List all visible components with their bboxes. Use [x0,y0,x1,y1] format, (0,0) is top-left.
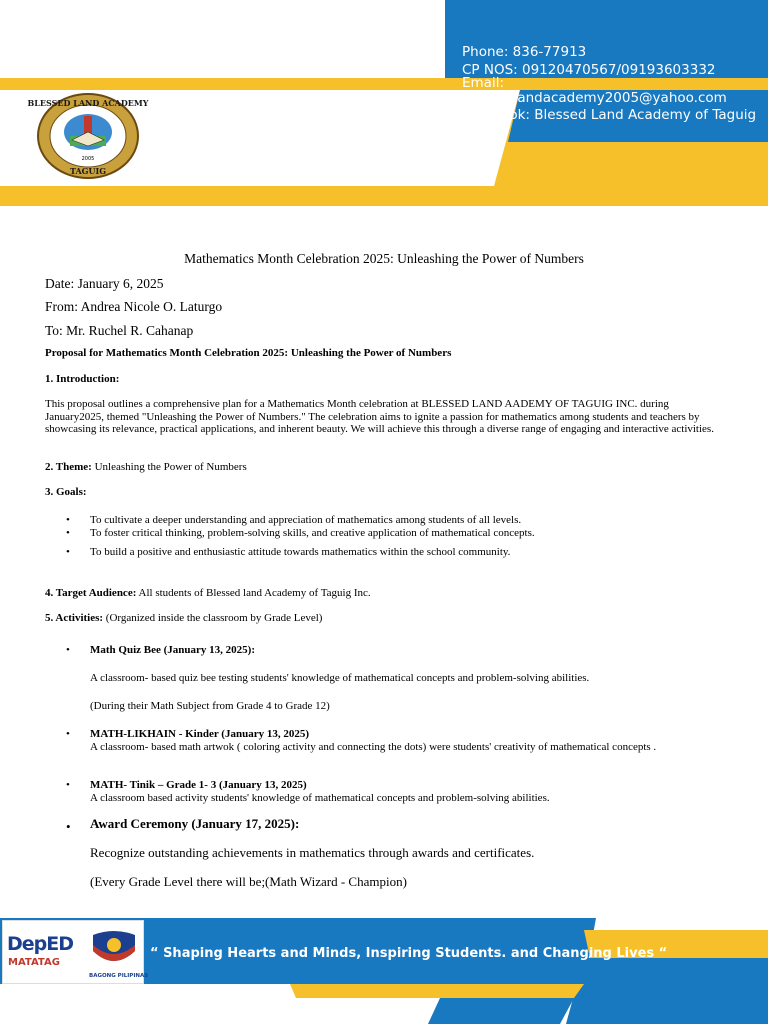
activity-desc: A classroom- based math artwok ( coloring activity and connecting the dots) were students' creativity of mathematical concepts . [90,741,657,753]
from-line: From: Andrea Nicole O. Laturgo [45,299,223,314]
bullet-icon: • [66,644,70,656]
intro-paragraph: This proposal outlines a comprehensive plan for a Mathematics Month celebration at BLESSED LAND AADEMY OF TAGUIG INC. during January2025, themed "Unleashing the Power of Numbers." The celebration aims to ignite a passion for mathematics among students and teachers by showcasing its relevance, practical applications, and inherent beauty. We will achieve this through a diverse range of engaging and interactive activities. [45,398,714,435]
intro-heading: 1. Introduction: [45,373,120,385]
activity-title: Award Ceremony (January 17, 2025): [90,816,300,831]
theme-text: Unleashing the Power of Numbers [91,461,247,473]
logo-text-bottom: TAGUIG [69,166,107,176]
proposal-heading: Proposal for Mathematics Month Celebration 2025: Unleashing the Power of Numbers [45,347,452,359]
activity-note: (Every Grade Level there will be;(Math Wizard - Champion) [90,874,407,889]
activities-label: 5. Activities: [45,612,104,624]
audience-text: All students of Blessed land Academy of Taguig Inc. [136,587,371,599]
goal-item: To build a positive and enthusiastic attitude towards mathematics within the school community. [90,546,511,558]
email-label: Email: [462,75,505,91]
activity-title: MATH-LIKHAIN - Kinder (January 13, 2025) [90,728,309,740]
goal-item: To cultivate a deeper understanding and appreciation of mathematics among students of all levels. [90,514,522,526]
bullet-icon: • [66,514,70,526]
goals-heading: 3. Goals: [45,486,87,498]
activity-title: Math Quiz Bee (January 13, 2025): [90,644,255,656]
activities-text: (Organized inside the classroom by Grade Level) [103,612,323,624]
logo-year: 2005 [81,156,95,162]
bullet-icon: • [66,728,70,740]
deped-text: DepED [7,933,74,955]
date-line: Date: January 6, 2025 [45,276,164,291]
footer-slogan: “ Shaping Hearts and Minds, Inspiring Students. and Changing Lives “ [150,946,668,961]
footer-blue-right [566,958,768,1024]
bagong-pilipinas-emblem [87,925,141,973]
cp-nos-text: CP NOS: 09120470567/09193603332 [462,61,716,78]
audience-label: 4. Target Audience: [45,587,137,599]
activity-note: (During their Math Subject from Grade 4 to Grade 12) [90,700,330,712]
activity-desc: A classroom based activity students' knowledge of mathematical concepts and problem-solving abilities. [90,792,550,804]
bullet-icon: • [66,546,70,558]
phone-text: Phone: 836-77913 [462,44,587,60]
contact-info [462,44,756,125]
footer-yellow-stripe [290,984,584,998]
bullet-icon: • [66,779,70,791]
footer-blue-bottom [428,998,574,1024]
document-title: Mathematics Month Celebration 2025: Unleashing the Power of Numbers [184,251,584,266]
activities-line [45,612,725,625]
theme-line [45,461,725,474]
deped-logo [7,933,73,955]
goal-item: To foster critical thinking, problem-solving skills, and creative application of mathematical concepts. [90,527,535,539]
to-line: To: Mr. Ruchel R. Cahanap [45,323,194,338]
logo-text-top: BLESSED LAND ACADEMY [27,98,149,108]
audience-line [45,587,725,600]
email-text[interactable]: blessedlandacademy2005@yahoo.com [462,89,727,106]
bagong-pilipinas-text: BAGONG PILIPINAS [89,973,149,979]
bullet-icon: • [66,819,71,834]
school-logo [27,92,149,180]
activity-desc: A classroom- based quiz bee testing students' knowledge of mathematical concepts and problem-solving abilities. [90,672,590,684]
activity-title: MATH- Tinik – Grade 1- 3 (January 13, 2025) [90,779,307,791]
footer-logos [2,920,149,984]
theme-label: 2. Theme: [45,461,92,473]
matatag-text: MATATAG [8,957,60,968]
activity-desc: Recognize outstanding achievements in mathematics through awards and certificates. [90,845,535,860]
bullet-icon: • [66,527,70,539]
facebook-text[interactable]: Facebook: Blessed Land Academy of Taguig [462,107,757,123]
